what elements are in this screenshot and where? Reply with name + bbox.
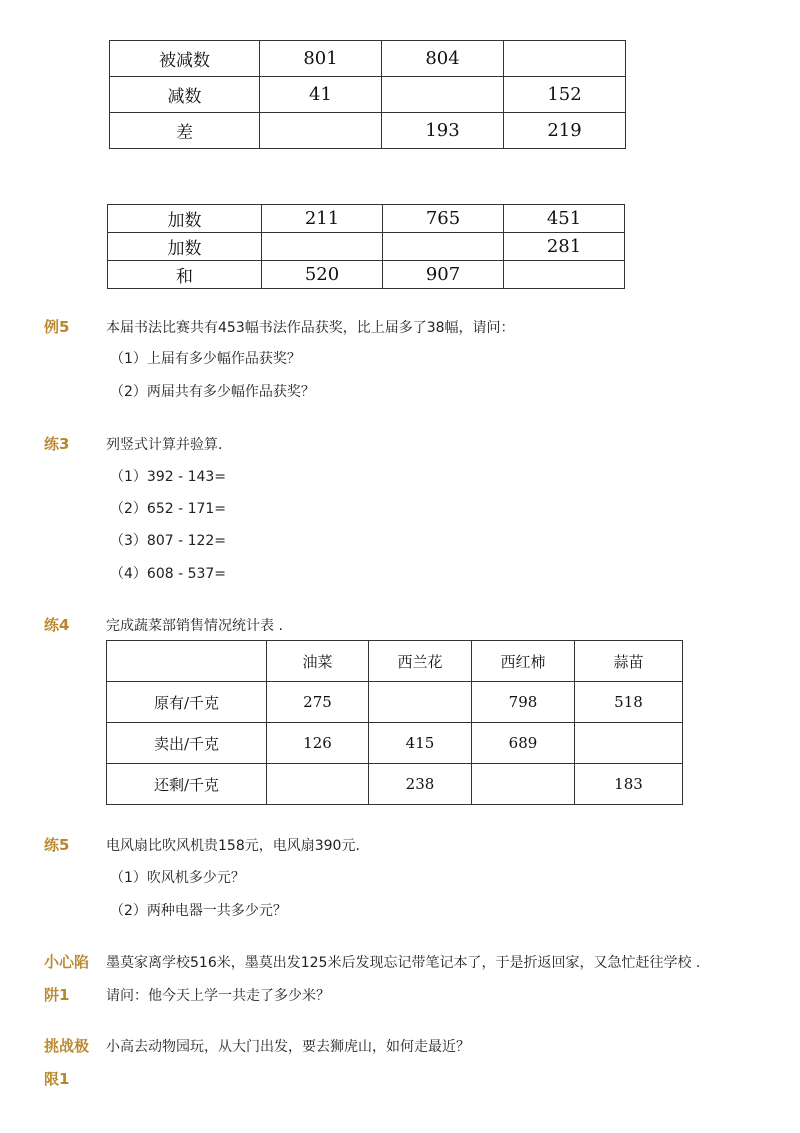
practice5-question-1: （1）吹风机多少元？ <box>110 870 245 886</box>
practice4-label: 练4 <box>44 616 70 634</box>
practice4-text: 完成蔬菜部销售情况统计表 . <box>106 618 283 634</box>
table-header-row <box>107 641 683 682</box>
table-cell <box>262 233 383 261</box>
header-cell: 西兰花 <box>369 641 472 682</box>
table-cell: 801 <box>260 41 382 77</box>
table-cell: 520 <box>262 261 383 289</box>
example5-text: 本届书法比赛共有453幅书法作品获奖，比上届多了38幅，请问： <box>106 320 515 336</box>
row-label: 原有/千克 <box>107 682 267 723</box>
vegetable-sales-table <box>106 640 683 805</box>
table-row <box>107 764 683 805</box>
table-cell: 689 <box>472 723 575 764</box>
table-row <box>110 77 626 113</box>
table-cell: 907 <box>383 261 504 289</box>
table-cell: 804 <box>382 41 504 77</box>
table-cell: 183 <box>575 764 683 805</box>
table-row <box>108 261 625 289</box>
trap1-text-line2: 请问：他今天上学一共走了多少米？ <box>106 988 330 1004</box>
trap1-text-line1: 墨莫家离学校516米，墨莫出发125米后发现忘记带笔记本了，于是折返回家，又急忙赶往学校 . <box>106 955 701 971</box>
practice3-item-4: （4）608 - 537= <box>110 566 227 582</box>
table-cell <box>260 113 382 149</box>
example5-question-1: （1）上届有多少幅作品获奖？ <box>110 351 301 367</box>
table-cell <box>369 682 472 723</box>
table-cell: 41 <box>260 77 382 113</box>
practice3-item-3: （3）807 - 122= <box>110 533 227 549</box>
table-row <box>110 41 626 77</box>
table-cell: 281 <box>504 233 625 261</box>
table-row <box>108 205 625 233</box>
table-cell <box>575 723 683 764</box>
example5-label: 例5 <box>44 318 70 336</box>
row-label: 还剩/千克 <box>107 764 267 805</box>
practice3-text: 列竖式计算并验算. <box>106 437 223 453</box>
table-cell: 193 <box>382 113 504 149</box>
table-cell: 415 <box>369 723 472 764</box>
row-label: 被减数 <box>110 41 260 77</box>
challenge1-text: 小高去动物园玩，从大门出发，要去狮虎山，如何走最近？ <box>106 1039 470 1055</box>
table-cell <box>472 764 575 805</box>
header-cell <box>107 641 267 682</box>
table-cell: 451 <box>504 205 625 233</box>
trap1-label-line1: 小心陷 <box>44 953 90 971</box>
table-cell <box>267 764 369 805</box>
practice3-item-2: （2）652 - 171= <box>110 501 227 517</box>
row-label: 减数 <box>110 77 260 113</box>
table-cell: 219 <box>504 113 626 149</box>
table-row <box>107 682 683 723</box>
table-cell: 798 <box>472 682 575 723</box>
table-cell: 238 <box>369 764 472 805</box>
addition-table <box>107 204 625 289</box>
challenge1-label-line1: 挑战极 <box>44 1037 90 1055</box>
table-cell: 765 <box>383 205 504 233</box>
practice5-label: 练5 <box>44 836 70 854</box>
table-cell <box>504 41 626 77</box>
table-cell <box>504 261 625 289</box>
practice3-item-1: （1）392 - 143= <box>110 469 227 485</box>
row-label: 差 <box>110 113 260 149</box>
header-cell: 西红柿 <box>472 641 575 682</box>
example5-question-2: （2）两届共有多少幅作品获奖？ <box>110 384 315 400</box>
row-label: 加数 <box>108 233 262 261</box>
table-row <box>107 723 683 764</box>
table-cell: 211 <box>262 205 383 233</box>
row-label: 卖出/千克 <box>107 723 267 764</box>
practice5-text: 电风扇比吹风机贵158元，电风扇390元. <box>106 838 360 854</box>
table-cell <box>383 233 504 261</box>
table-row <box>110 113 626 149</box>
table-row <box>108 233 625 261</box>
subtraction-table <box>109 40 626 149</box>
table-cell: 518 <box>575 682 683 723</box>
trap1-label-line2: 阱1 <box>44 986 70 1004</box>
table-cell: 152 <box>504 77 626 113</box>
row-label: 和 <box>108 261 262 289</box>
table-cell: 275 <box>267 682 369 723</box>
challenge1-label-line2: 限1 <box>44 1070 70 1088</box>
practice3-label: 练3 <box>44 435 70 453</box>
table-cell: 126 <box>267 723 369 764</box>
header-cell: 油菜 <box>267 641 369 682</box>
practice5-question-2: （2）两种电器一共多少元？ <box>110 903 287 919</box>
header-cell: 蒜苗 <box>575 641 683 682</box>
table-cell <box>382 77 504 113</box>
row-label: 加数 <box>108 205 262 233</box>
